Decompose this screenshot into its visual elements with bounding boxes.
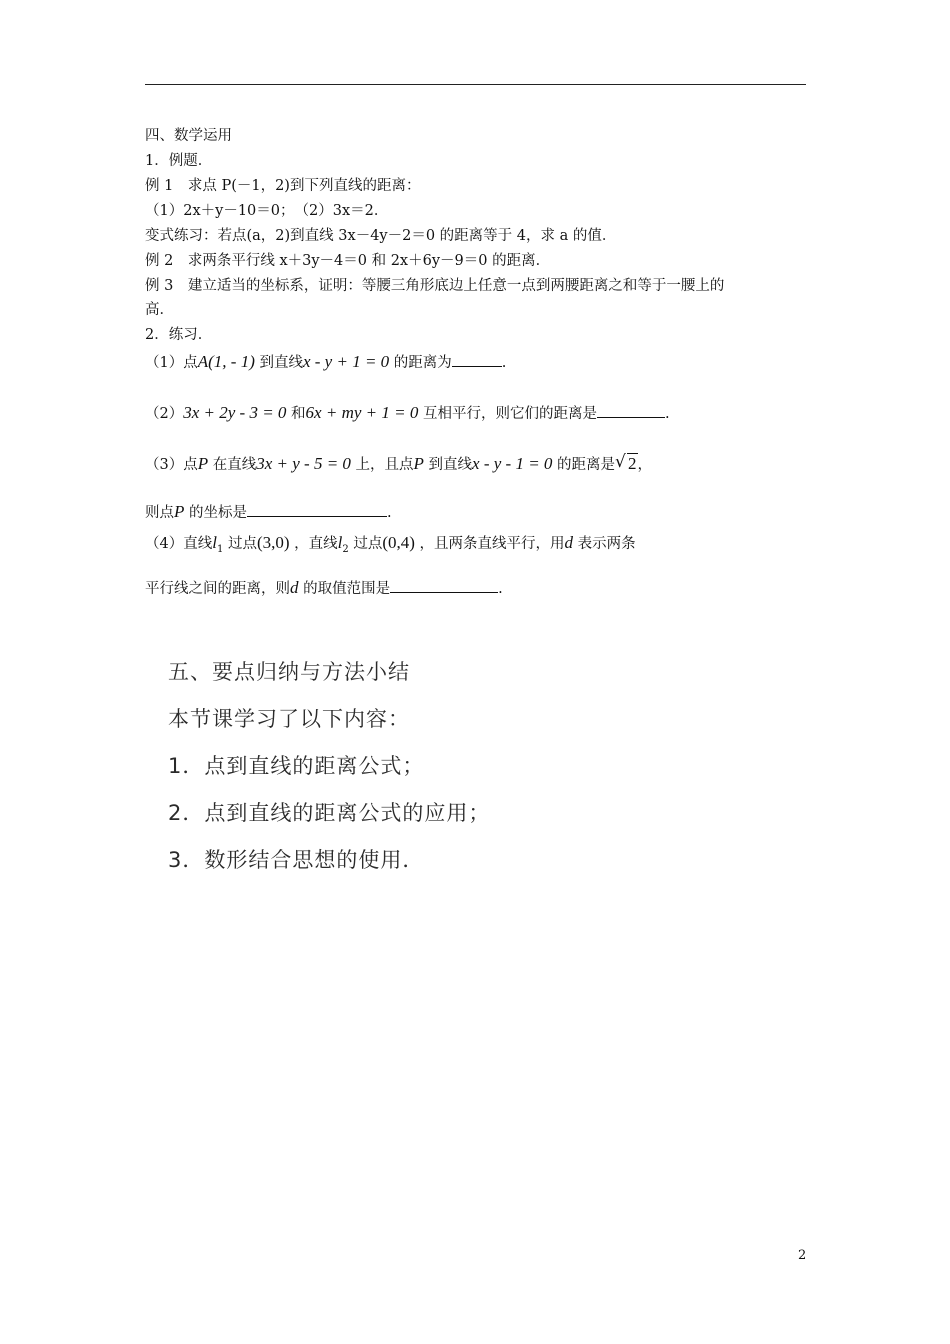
subheading-practice: 2．练习． <box>145 327 213 343</box>
header-rule <box>145 84 806 85</box>
example-2: 例 2 求两条平行线 x＋3y－4＝0 和 2x＋6y－9＝0 的距离． <box>145 253 551 269</box>
summary-item-3: 3．数形结合思想的使用． <box>168 848 425 872</box>
practice-4-cont: 平行线之间的距离，则d 的取值范围是 . <box>145 578 503 597</box>
answer-blank <box>452 353 502 367</box>
point-1: (3,0) <box>256 533 290 552</box>
section-heading: 四、数学运用 <box>145 128 232 144</box>
point-2: (0,4) <box>382 533 415 552</box>
subheading-examples: 1．例题． <box>145 153 213 169</box>
sqrt-expression: √ 2 <box>615 452 637 473</box>
math-line-2: 6x + my + 1 = 0 <box>305 403 419 422</box>
summary-item-2: 2．点到直线的距离公式的应用； <box>168 801 491 825</box>
practice-3: （3）点P 在直线3x + y - 5 = 0 上，且点P 到直线x - y - 1 = 0 的距离是 √ 2， <box>145 452 653 473</box>
answer-blank <box>247 503 387 517</box>
example-3: 例 3 建立适当的坐标系，证明：等腰三角形底边上任意一点到两腰距离之和等于一腰上的 <box>145 278 725 294</box>
math-point-a: A(1, - 1) <box>197 352 255 371</box>
practice-3-cont: 则点P 的坐标是 . <box>145 502 392 521</box>
math-line-2: x - y - 1 = 0 <box>472 454 553 473</box>
answer-blank <box>390 579 498 593</box>
answer-blank <box>597 404 665 418</box>
summary-heading: 五、要点归纳与方法小结 <box>168 660 410 684</box>
math-line-1: 3x + y - 5 = 0 <box>256 454 351 473</box>
math-line: x - y + 1 = 0 <box>302 352 390 371</box>
page-number: 2 <box>798 1248 807 1263</box>
practice-2: （2）3x + 2y - 3 = 0 和6x + my + 1 = 0 互相平行，则它们的距离是 . <box>145 403 670 422</box>
variant-exercise: 变式练习：若点(a，2)到直线 3x－4y－2＝0 的距离等于 4，求 a 的值． <box>145 228 617 244</box>
practice-4: （4）直线$l_1$ 过点(3,0) ，直线$l_2$ 过点(0,4) ，且两条直线平行，用d 表示两条 <box>145 533 636 555</box>
math-line-1: 3x + 2y - 3 = 0 <box>183 403 287 422</box>
summary-intro: 本节课学习了以下内容： <box>168 707 410 731</box>
example-1-parts: （1）2x＋y－10＝0； （2）3x＝2． <box>145 203 389 219</box>
summary-item-1: 1．点到直线的距离公式； <box>168 754 425 778</box>
example-1: 例 1 求点 P(－1，2)到下列直线的距离： <box>145 178 421 194</box>
example-3-cont: 高． <box>145 302 174 318</box>
practice-1: （1）点A(1, - 1) 到直线x - y + 1 = 0 的距离为 . <box>145 352 507 371</box>
